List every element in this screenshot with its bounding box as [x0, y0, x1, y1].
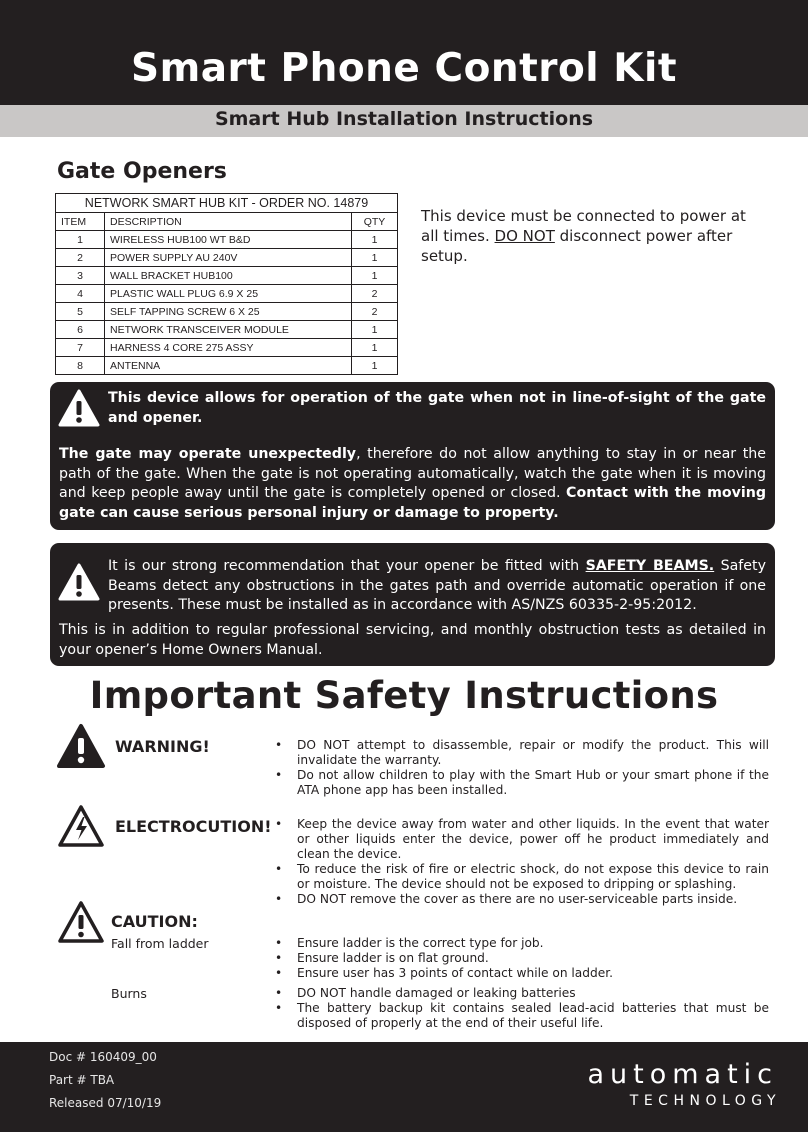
list-item: • Do not allow children to play with the Smart Hub or your smart phone if the ATA phone app has been installed.	[275, 768, 769, 798]
row-item: 1	[56, 231, 105, 249]
list-item: • The battery backup kit contains sealed lead-acid batteries that must be disposed of properly at the end of their useful life.	[275, 1001, 769, 1031]
row-description: HARNESS 4 CORE 275 ASSY	[105, 339, 352, 357]
table-title: NETWORK SMART HUB KIT - ORDER NO. 14879	[56, 194, 398, 213]
safety-beams-recommendation	[108, 557, 766, 616]
list-item: • DO NOT handle damaged or leaking batteries	[275, 986, 769, 1001]
table-row	[56, 357, 398, 375]
row-description: PLASTIC WALL PLUG 6.9 X 25	[105, 285, 352, 303]
line-of-sight-warning-box	[50, 382, 775, 530]
row-description: ANTENNA	[105, 357, 352, 375]
row-item: 6	[56, 321, 105, 339]
power-note-text: This device must be connected to power at all times.	[421, 207, 746, 245]
table-title-row	[56, 194, 398, 213]
row-item: 2	[56, 249, 105, 267]
servicing-note: This is in addition to regular professional servicing, and monthly obstruction tests as detailed in your opener’s Home Owners Manual.	[59, 622, 766, 658]
column-header-qty: QTY	[352, 213, 398, 231]
part-number: Part # TBA	[49, 1073, 115, 1087]
doc-number: Doc # 160409_00	[49, 1050, 157, 1064]
unexpected-operation-text	[59, 445, 766, 523]
ladder-hazard-label: Fall from ladder	[111, 936, 209, 951]
list-item: • DO NOT remove the cover as there are no user-serviceable parts inside.	[275, 892, 769, 907]
brand-logo-wordmark: automatic	[587, 1059, 778, 1090]
unexpected-operation-lead: The gate may operate unexpectedly	[59, 446, 357, 462]
row-qty: 1	[352, 357, 398, 375]
document-subtitle: Smart Hub Installation Instructions	[214, 108, 594, 130]
column-header-description: DESCRIPTION	[105, 213, 352, 231]
row-item: 5	[56, 303, 105, 321]
row-item: 7	[56, 339, 105, 357]
electrocution-label: ELECTROCUTION!	[115, 817, 272, 836]
row-qty: 1	[352, 321, 398, 339]
parts-table	[55, 193, 398, 375]
row-description: WALL BRACKET HUB100	[105, 267, 352, 285]
high-voltage-icon	[56, 803, 106, 849]
warning-label: WARNING!	[115, 737, 210, 756]
table-row	[56, 231, 398, 249]
ladder-list	[275, 936, 769, 981]
warning-list	[275, 738, 769, 798]
row-qty: 1	[352, 231, 398, 249]
safety-instructions-title: Important Safety Instructions	[89, 674, 719, 717]
table-row	[56, 339, 398, 357]
table-header-row	[56, 213, 398, 231]
burns-hazard-label: Burns	[111, 986, 147, 1001]
row-description: WIRELESS HUB100 WT B&D	[105, 231, 352, 249]
electrocution-list	[275, 817, 769, 907]
warning-triangle-icon	[58, 389, 100, 427]
power-note-emphasis: DO NOT	[494, 227, 555, 245]
warning-triangle-icon	[58, 563, 100, 601]
burns-list	[275, 986, 769, 1031]
table-row	[56, 321, 398, 339]
table-row	[56, 285, 398, 303]
list-item: • Ensure ladder is the correct type for job.	[275, 936, 769, 951]
row-qty: 1	[352, 267, 398, 285]
row-qty: 1	[352, 339, 398, 357]
table-row	[56, 267, 398, 285]
list-item: • Ensure user has 3 points of contact while on ladder.	[275, 966, 769, 981]
table-row	[56, 249, 398, 267]
unexpected-operation-body: , therefore do not allow anything to stay in or near the path of the gate. When the gate is not operating automatically, watch the gate when it is moving and keep people away until the gate is completely opened or closed.	[59, 446, 766, 501]
brand-logo-subtitle: TECHNOLOGY	[629, 1093, 781, 1109]
document-title: Smart Phone Control Kit	[131, 46, 677, 91]
footer	[0, 1042, 808, 1132]
safety-beams-box	[50, 543, 775, 666]
line-of-sight-heading: This device allows for operation of the gate when not in line-of-sight of the gate and opener.	[108, 390, 766, 426]
row-description: POWER SUPPLY AU 240V	[105, 249, 352, 267]
list-item: • Ensure ladder is on flat ground.	[275, 951, 769, 966]
safety-beams-emphasis: SAFETY BEAMS.	[585, 558, 715, 574]
row-qty: 2	[352, 285, 398, 303]
row-qty: 2	[352, 303, 398, 321]
list-item: • DO NOT attempt to disassemble, repair or modify the product. This will invalidate the warranty.	[275, 738, 769, 768]
section-title: Gate Openers	[57, 159, 227, 184]
table-row	[56, 303, 398, 321]
row-description: NETWORK TRANSCEIVER MODULE	[105, 321, 352, 339]
row-item: 3	[56, 267, 105, 285]
power-note	[421, 206, 766, 266]
safety-beams-text-end: Safety Beams detect any obstructions in the gates path and override automatic operation if one presents. These must be installed as in accordance with AS/NZS 60335-2-95:2012.	[108, 558, 766, 613]
caution-triangle-icon	[56, 899, 106, 945]
row-description: SELF TAPPING SCREW 6 X 25	[105, 303, 352, 321]
power-note-text-end: disconnect power after setup.	[421, 227, 733, 265]
release-date: Released 07/10/19	[49, 1096, 162, 1110]
row-qty: 1	[352, 249, 398, 267]
column-header-item: ITEM	[56, 213, 105, 231]
row-item: 4	[56, 285, 105, 303]
list-item: • Keep the device away from water and other liquids. In the event that water or other liquids enter the device, power off he product immediately and clean the device.	[275, 817, 769, 862]
list-item: • To reduce the risk of fire or electric shock, do not expose this device to rain or moisture. The device should not be exposed to dripping or splashing.	[275, 862, 769, 892]
row-item: 8	[56, 357, 105, 375]
safety-beams-text: It is our strong recommendation that your opener be fitted with	[108, 558, 586, 574]
caution-label: CAUTION:	[111, 912, 198, 931]
injury-warning: Contact with the moving gate can cause serious personal injury or damage to property.	[59, 485, 766, 521]
warning-triangle-icon	[56, 723, 106, 769]
